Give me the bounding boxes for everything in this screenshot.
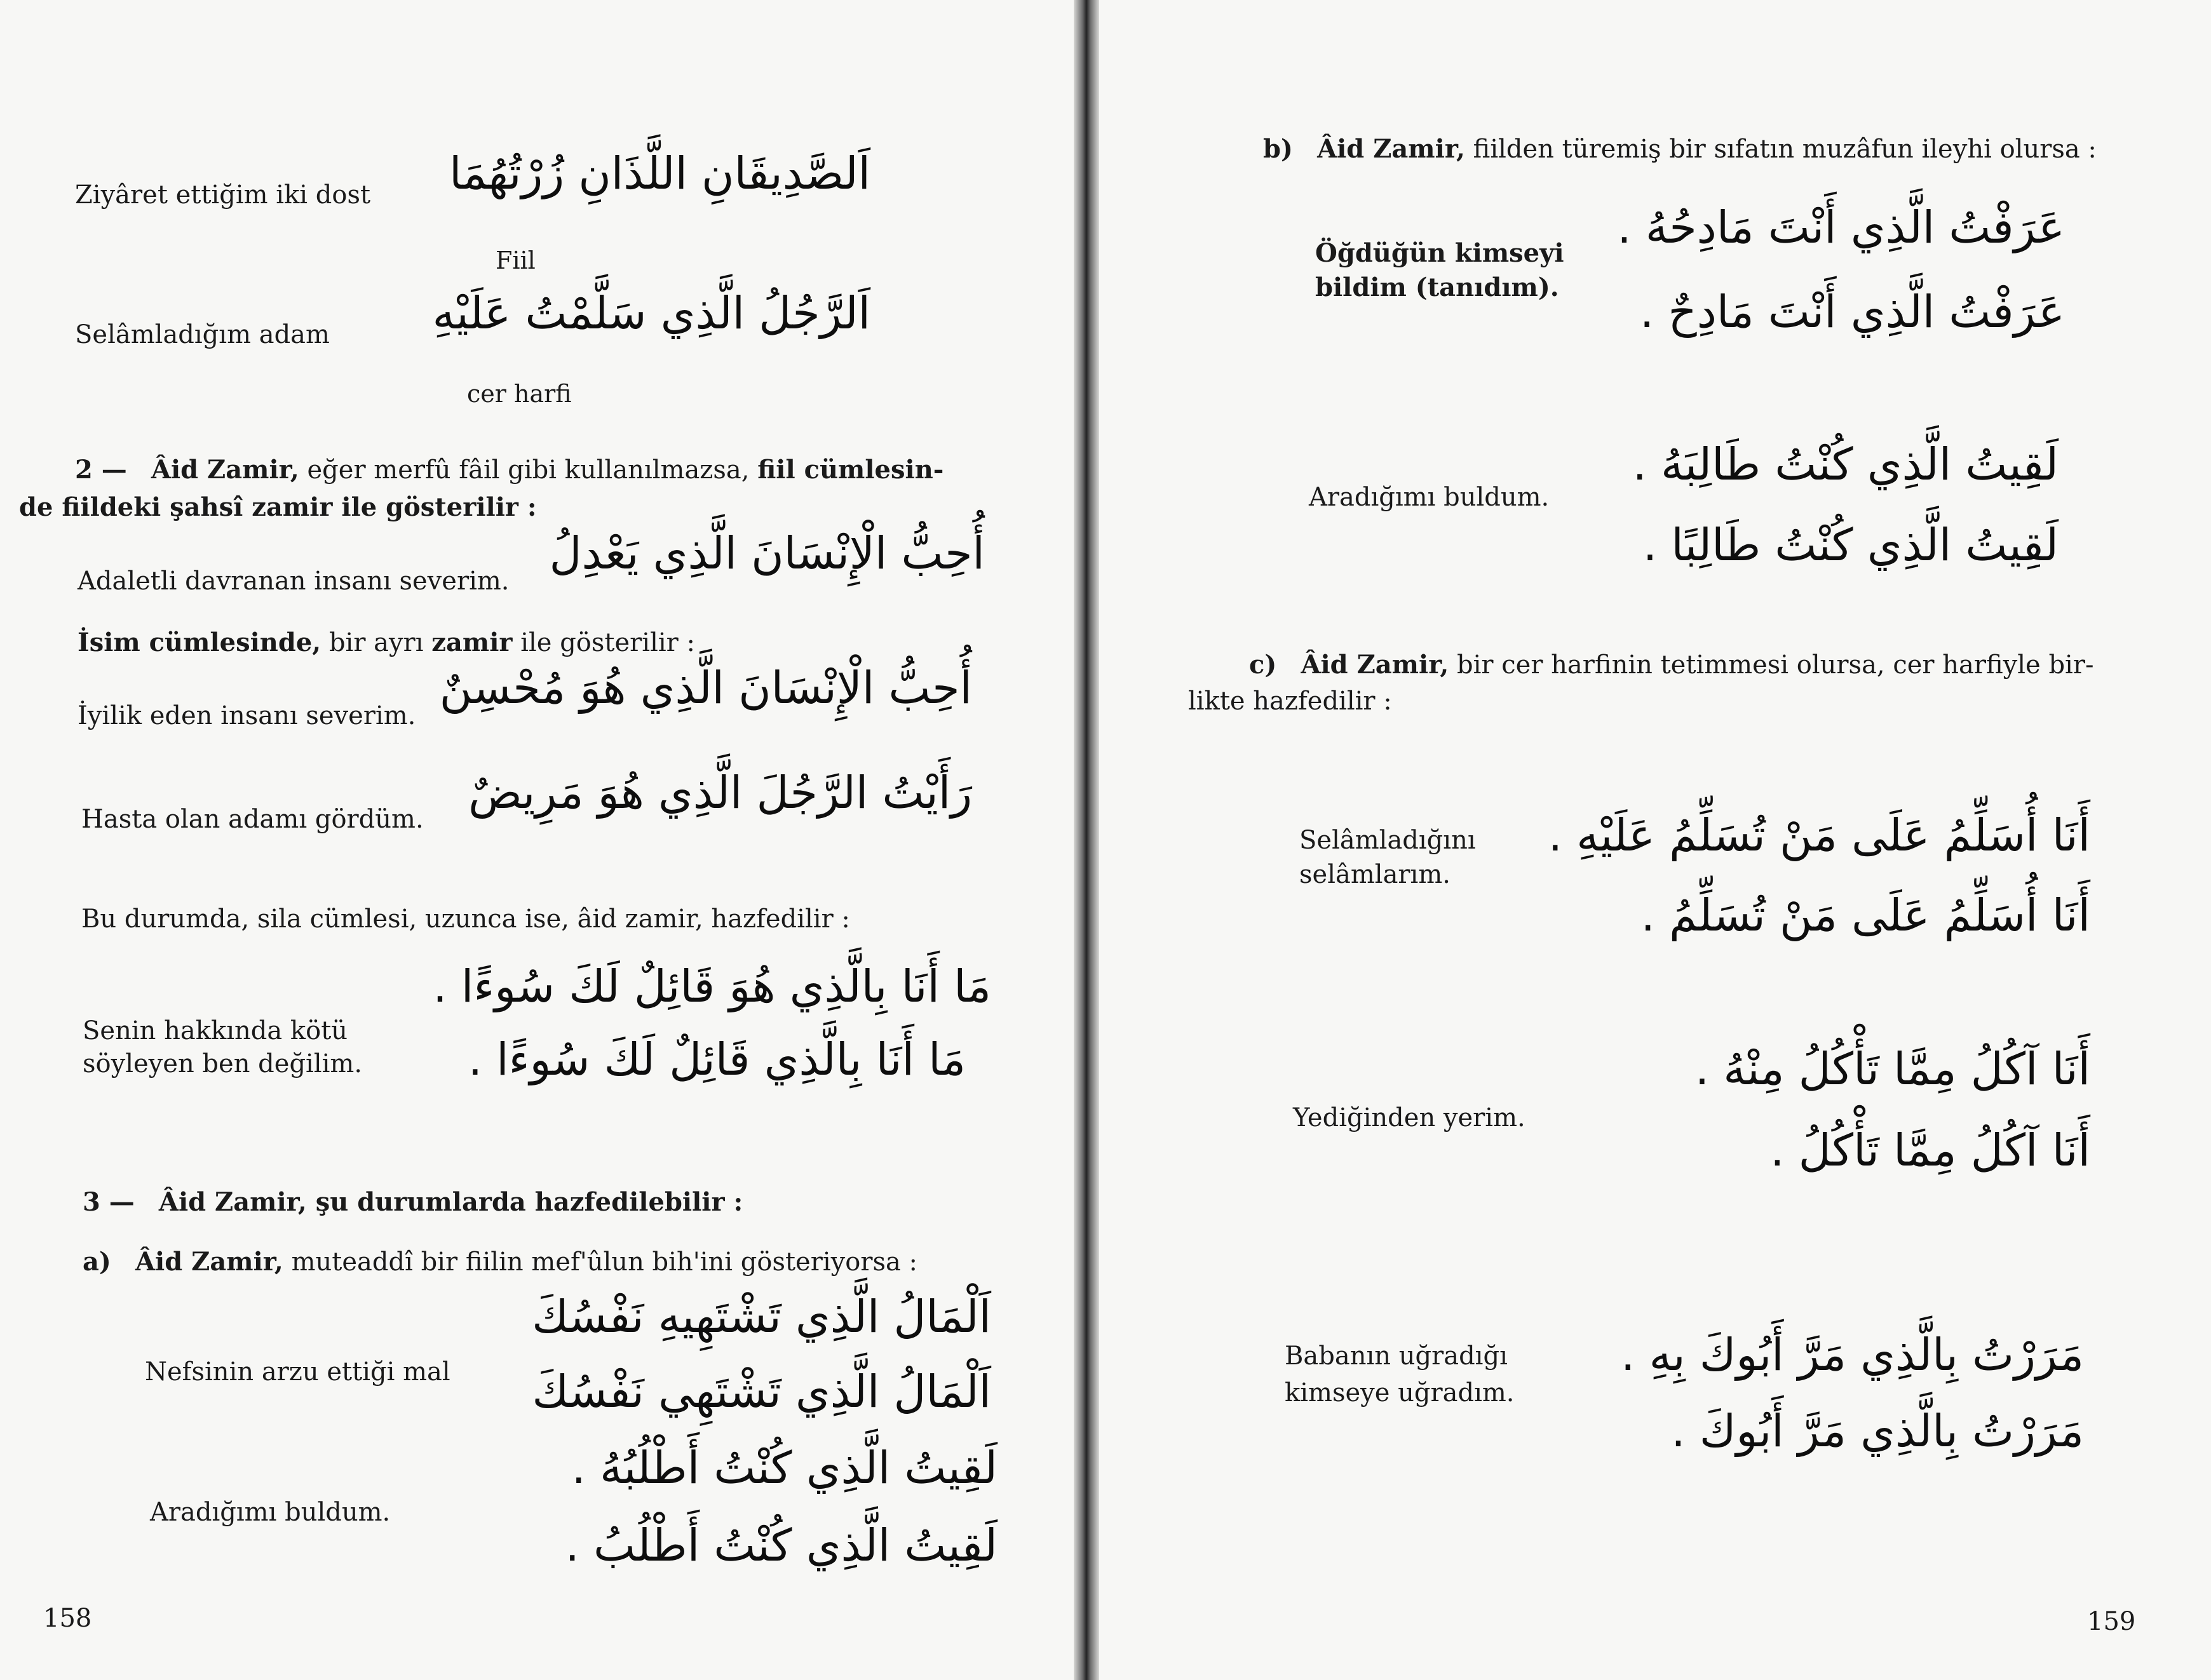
right-page [1099,0,2211,1680]
paragraph-2-line2 [19,490,537,525]
example-hasta-turkish: Hasta olan adamı gördüm. [81,805,424,834]
example-yediginden-arabic-1: أَنَا آكُلُ مِمَّا تَأْكُلُ مِنْهُ . [1694,1043,2090,1095]
section-3-bold: Âid Zamir, şu durumlarda hazfedilebilir : [158,1187,743,1217]
example-aradigimi-left-arabic-1: لَقِيتُ الَّذِي كُنْتُ أَطْلُبُهُ . [571,1442,997,1494]
example-selamladigini-turkish-1: Selâmladığını [1299,826,1476,855]
example-aradigimi-right-arabic-1: لَقِيتُ الَّذِي كُنْتُ طَالِبَهُ . [1632,438,2059,490]
example-adalet-turkish: Adaletli davranan insanı severim. [78,567,510,596]
section-a-label: a) [83,1247,111,1277]
example-nefsinin-arabic-1: اَلْمَالُ الَّذِي تَشْتَهِيهِ نَفْسُكَ [532,1291,991,1343]
example-ogdugun-arabic-2: عَرَفْتُ الَّذِي أَنْتَ مَادِحٌ . [1640,286,2065,338]
example-babanin-turkish-2: kimseye uğradım. [1285,1378,1515,1408]
example-selamladigini-arabic-1: أَنَا أُسَلِّمُ عَلَى مَنْ تُسَلِّمُ عَلَيْهِ . [1548,809,2090,861]
example-babanin-turkish-1: Babanın uğradığı [1285,1341,1508,1371]
left-page [0,0,1074,1680]
example-ogdugun-arabic-1: عَرَفْتُ الَّذِي أَنْتَ مَادِحُهُ . [1617,201,2065,253]
example-selamladigini-arabic-2: أَنَا أُسَلِّمُ عَلَى مَنْ تُسَلِّمُ . [1640,889,2090,941]
example-aradigimi-right-turkish: Aradığımı buldum. [1309,483,1550,512]
example-ziyaret-turkish: Ziyâret ettiğim iki dost [75,180,371,210]
example-ogdugun-turkish-2: bildim (tanıdım). [1315,272,1559,302]
isim-text2: ile gösterilir : [512,628,695,657]
example-iyilik-turkish: İyilik eden insanı severim. [78,701,416,730]
paragraph-2-bold2: fiil cümlesin- [757,455,944,485]
example-senin-turkish-2: söyleyen ben değilim. [83,1049,363,1079]
section-b-text: fiilden türemiş bir sıfatın muzâfun ileyhi olursa : [1464,135,2097,164]
paragraph-2-line2-bold: de [19,492,53,522]
paragraph-2-text1: eğer merfû fâil gibi kullanılmazsa, [299,455,758,485]
note-cer-harfi: cer harfi [467,380,572,408]
example-selamladigim-turkish: Selâmladığım adam [75,320,330,349]
example-ziyaret-arabic: اَلصَّدِيقَانِ اللَّذَانِ زُرْتُهُمَا [449,147,870,199]
section-c-line1 [1249,648,2093,682]
section-a-line [83,1245,917,1279]
section-c-line2: likte hazfedilir : [1188,687,1392,716]
section-3-num: 3 — [83,1187,135,1217]
section-c-text: bir cer harfinin tetimmesi olursa, cer harfiyle bir- [1449,650,2094,680]
example-senin-arabic-1: مَا أَنَا بِالَّذِي هُوَ قَائِلٌ لَكَ سُوءًا . [433,960,991,1012]
paragraph-2-num: 2 — [75,455,127,485]
isim-bold2: zamir [431,628,513,657]
example-senin-arabic-2: مَا أَنَا بِالَّذِي قَائِلٌ لَكَ سُوءًا . [468,1033,966,1085]
book-gutter [1074,0,1099,1680]
section-b-line [1263,132,2097,166]
section-c-bold: Âid Zamir, [1301,650,1449,680]
paragraph-2-line1 [75,453,943,487]
example-hasta-arabic: رَأَيْتُ الرَّجُلَ الَّذِي هُوَ مَرِيضٌ [468,767,972,819]
example-yediginden-turkish: Yediğinden yerim. [1293,1103,1525,1132]
example-adalet-arabic: أُحِبُّ الْإِنْسَانَ الَّذِي يَعْدِلُ [549,527,985,579]
bu-durumda-line: Bu durumda, sila cümlesi, uzunca ise, âid zamir, hazfedilir : [81,904,850,934]
page-number-left: 158 [43,1604,92,1633]
paragraph-2-bold1: Âid Zamir, [151,455,299,485]
paragraph-2-line2-text: fiildeki şahsî zamir ile gösterilir : [53,492,537,522]
section-b-bold: Âid Zamir, [1317,134,1465,164]
section-a-bold: Âid Zamir, [135,1247,283,1277]
section-a-text: muteaddî bir fiilin mef'ûlun bih'ini gösteriyorsa : [283,1247,918,1277]
example-selamladigini-turkish-2: selâmlarım. [1299,860,1450,889]
section-c-label: c) [1249,650,1277,680]
example-aradigimi-left-turkish: Aradığımı buldum. [150,1498,391,1527]
note-fiil: Fiil [496,246,536,274]
isim-bold: İsim cümlesinde, [78,628,321,657]
example-nefsinin-turkish: Nefsinin arzu ettiği mal [145,1357,450,1387]
example-nefsinin-arabic-2: اَلْمَالُ الَّذِي تَشْتَهِي نَفْسُكَ [532,1366,991,1418]
example-ogdugun-turkish-1: Öğdüğün kimseyi [1315,238,1564,268]
example-yediginden-arabic-2: أَنَا آكُلُ مِمَّا تَأْكُلُ . [1770,1124,2090,1176]
example-babanin-arabic-2: مَرَرْتُ بِالَّذِي مَرَّ أَبُوكَ . [1671,1405,2084,1457]
section-3-line [83,1185,743,1220]
example-aradigimi-right-arabic-2: لَقِيتُ الَّذِي كُنْتُ طَالِبًا . [1642,519,2059,571]
isim-cumlesinde-line [78,626,695,660]
section-b-label: b) [1263,134,1293,164]
example-senin-turkish-1: Senin hakkında kötü [83,1016,348,1045]
example-selamladigim-arabic: اَلرَّجُلُ الَّذِي سَلَّمْتُ عَلَيْهِ [432,287,870,339]
isim-text1: bir ayrı [321,628,432,657]
example-aradigimi-left-arabic-2: لَقِيتُ الَّذِي كُنْتُ أَطْلُبُ . [565,1519,997,1571]
example-iyilik-arabic: أُحِبُّ الْإِنْسَانَ الَّذِي هُوَ مُحْسِنٌ [439,662,972,714]
example-babanin-arabic-1: مَرَرْتُ بِالَّذِي مَرَّ أَبُوكَ بِهِ . [1621,1329,2084,1381]
page-number-right: 159 [2087,1607,2136,1636]
